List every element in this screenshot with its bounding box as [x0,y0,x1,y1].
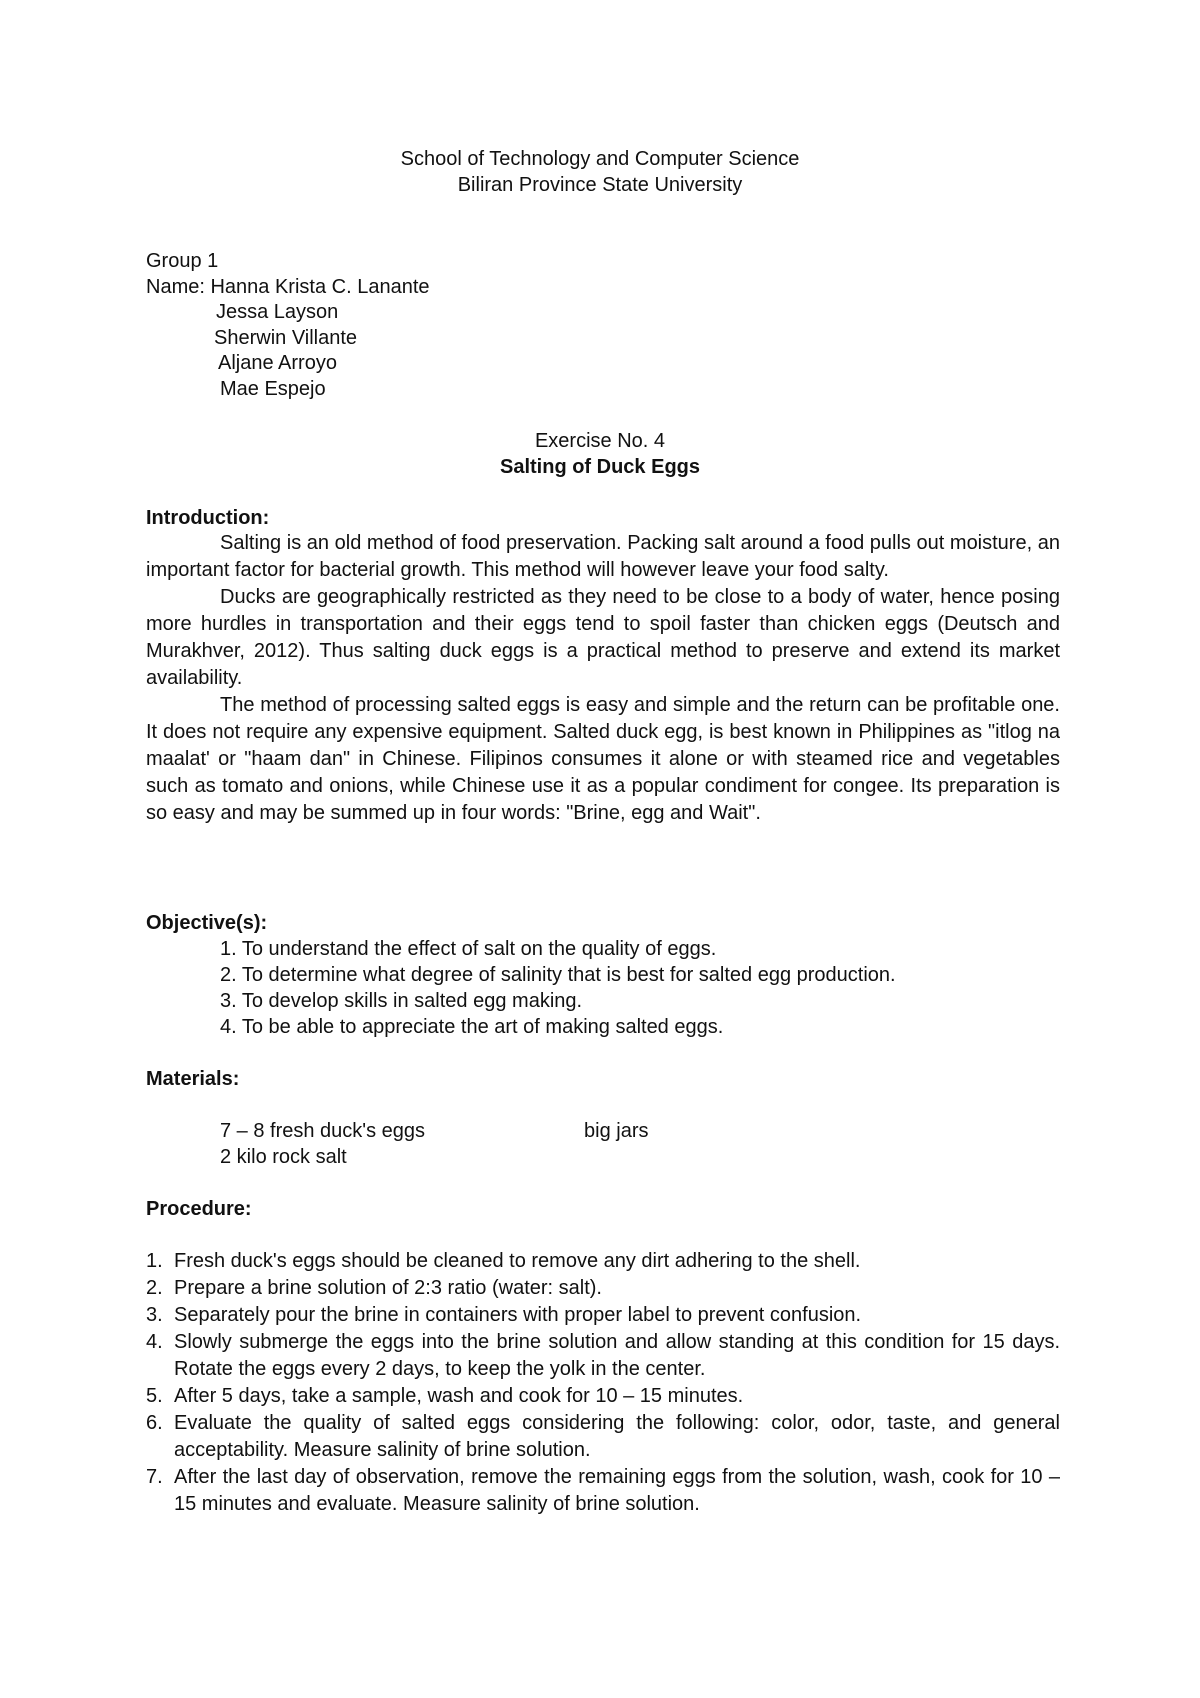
introduction-heading: Introduction: [146,507,270,529]
material-item: 2 kilo rock salt [220,1146,347,1168]
intro-paragraph: Salting is an old method of food preservation. Packing salt around a food pulls out moisture, an important factor for bacterial growth. This method will however leave your food salty. [146,532,1060,581]
member-name: Jessa Layson [216,301,339,323]
member-name: Aljane Arroyo [218,352,337,374]
objective-item: 4. To be able to appreciate the art of making salted eggs. [220,1016,724,1038]
material-item: big jars [584,1120,649,1142]
group-label: Group 1 [146,250,219,272]
school-name: School of Technology and Computer Science [400,148,800,170]
member-name: Hanna Krista C. Lanante [210,276,430,298]
objectives-heading: Objective(s): [146,912,268,934]
name-line [146,274,430,301]
procedure-heading: Procedure: [146,1198,252,1220]
procedure-step: 6. Evaluate the quality of salted eggs considering the following: color, odor, taste, and general acceptability. Measure salinity of brine solution. [146,1412,1060,1461]
intro-paragraph: The method of processing salted eggs is easy and simple and the return can be profitable one. It does not require any expensive equipment. Salted duck egg, is best known in Philippines as "itlog na maalat' or "haam dan" in Chinese. Filipinos consumes it alone or with steamed rice and vegetables such as tomato and onions, while Chinese use it as a popular condiment for congee. Its preparation is so easy and may be summed up in four words: "Brine, egg and Wait". [146,694,1060,824]
university-name: Biliran Province State University [457,174,743,196]
objective-item: 2. To determine what degree of salinity that is best for salted egg production. [220,964,896,986]
member-name: Mae Espejo [220,378,326,400]
material-item: 7 – 8 fresh duck's eggs [220,1120,426,1142]
materials-heading: Materials: [146,1068,240,1090]
procedure-step: 5. After 5 days, take a sample, wash and cook for 10 – 15 minutes. [146,1385,744,1407]
exercise-number: Exercise No. 4 [534,430,666,452]
procedure-step: 3. Separately pour the brine in containers with proper label to prevent confusion. [146,1304,862,1326]
procedure-step: 4. Slowly submerge the eggs into the brine solution and allow standing at this condition for 15 days. Rotate the eggs every 2 days, to keep the yolk in the center. [146,1331,1060,1380]
procedure-step: 7. After the last day of observation, remove the remaining eggs from the solution, wash, cook for 10 – 15 minutes and evaluate. Measure salinity of brine solution. [146,1466,1060,1515]
intro-paragraph: Ducks are geographically restricted as they need to be close to a body of water, hence posing more hurdles in transportation and their eggs tend to spoil faster than chicken eggs (Deutsch and Murakhver, 2012). Thus salting duck eggs is a practical method to preserve and extend its market availability. [146,586,1060,689]
procedure-step: 1. Fresh duck's eggs should be cleaned to remove any dirt adhering to the shell. [146,1250,861,1272]
member-name: Sherwin Villante [214,327,358,349]
objective-item: 3. To develop skills in salted egg making. [220,990,583,1012]
objective-item: 1. To understand the effect of salt on the quality of eggs. [220,938,717,960]
procedure-step: 2. Prepare a brine solution of 2:3 ratio (water: salt). [146,1277,602,1299]
introduction-body [146,530,1060,827]
name-prefix: Name: [146,276,211,298]
exercise-title: Salting of Duck Eggs [499,456,701,478]
procedure-list [146,1248,1060,1518]
